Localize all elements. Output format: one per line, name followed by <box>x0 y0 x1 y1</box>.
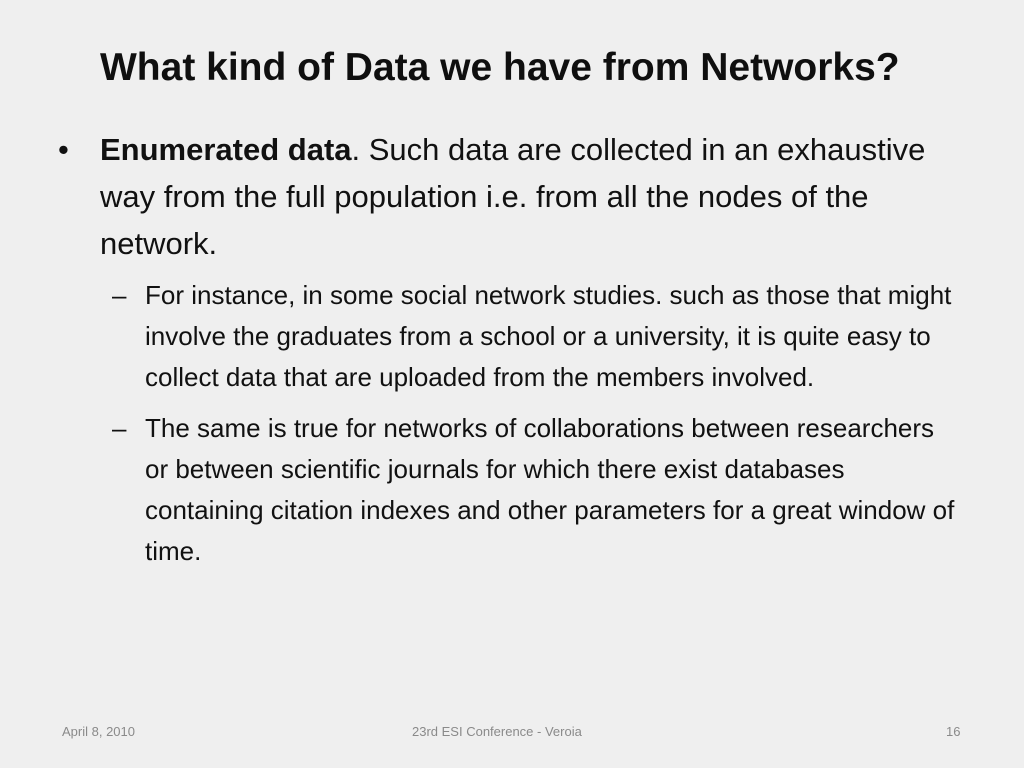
footer-conference: 23rd ESI Conference - Veroia <box>412 724 582 739</box>
sub-bullet-item <box>112 275 962 398</box>
bullet-bold-lead: Enumerated data <box>100 132 352 167</box>
slide-content <box>58 126 978 582</box>
sub-bullet-item <box>112 408 962 572</box>
sub-bullet-text: The same is true for networks of collaborations between researchers or between scientific journals for which there exist databases containing citation indexes and other parameters for a great window of time. <box>145 413 955 566</box>
bullet-text <box>100 126 978 267</box>
sub-bullet-marker: – <box>112 413 127 443</box>
sub-bullet-text: For instance, in some social network studies. such as those that might involve the graduates from a school or a university, it is quite easy to collect data that are uploaded from the members involved. <box>145 280 952 392</box>
footer-date: April 8, 2010 <box>62 724 135 739</box>
sub-bullet-list <box>112 275 978 572</box>
bullet-item <box>58 126 978 267</box>
bullet-body: . Such data are collected in an exhaustive way from the full population i.e. from all the nodes of the network. <box>100 132 926 261</box>
slide-title: What kind of Data we have from Networks? <box>100 46 900 89</box>
footer-page-number: 16 <box>946 724 961 739</box>
bullet-marker: • <box>58 132 69 167</box>
sub-bullet-marker: – <box>112 280 127 310</box>
